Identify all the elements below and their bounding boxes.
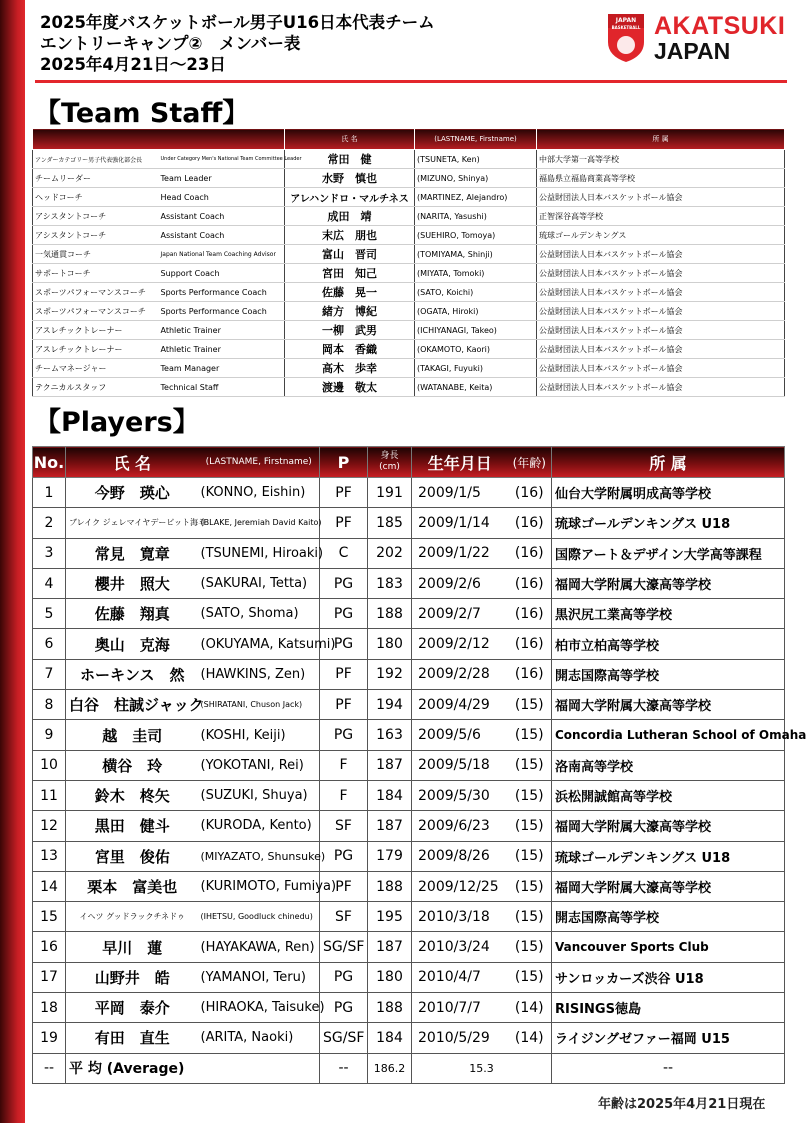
staff-name: 末広 朋也 <box>285 226 415 245</box>
staff-name: 高木 歩幸 <box>285 359 415 378</box>
player-romaji: (KOSHI, Keiji) <box>199 720 320 750</box>
player-position: PF <box>320 659 368 689</box>
staff-role-en: Support Coach <box>159 264 285 283</box>
player-romaji: (SUZUKI, Shuya) <box>199 780 320 810</box>
player-affiliation: 琉球ゴールデンキングス U18 <box>552 508 785 538</box>
player-height: 184 <box>368 780 412 810</box>
akatsuki-japan-logo <box>606 12 788 70</box>
staff-row <box>33 188 785 207</box>
staff-affiliation: 中部大学第一高等学校 <box>537 150 785 169</box>
player-birthdate: 2009/6/23 <box>412 811 508 841</box>
staff-role-jp: アシスタントコーチ <box>33 226 159 245</box>
header-divider <box>35 80 787 83</box>
players-header-romaji: (LASTNAME, Firstname) <box>199 447 320 478</box>
player-name: 宮里 俊佑 <box>66 841 199 871</box>
player-romaji: (SATO, Shoma) <box>199 599 320 629</box>
player-birthdate: 2009/12/25 <box>412 871 508 901</box>
player-birthdate: 2009/2/28 <box>412 659 508 689</box>
player-name: イヘツ グッドラックチネドゥ <box>66 902 199 932</box>
staff-affiliation: 正智深谷高等学校 <box>537 207 785 226</box>
player-number: 7 <box>33 659 66 689</box>
player-name: 鈴木 柊矢 <box>66 780 199 810</box>
player-birthdate: 2010/4/7 <box>412 962 508 992</box>
player-name: ホーキンス 然 <box>66 659 199 689</box>
staff-header-affiliation: 所 属 <box>537 129 785 150</box>
player-age: (15) <box>508 932 552 962</box>
player-age: (16) <box>508 659 552 689</box>
staff-role-jp: テクニカルスタッフ <box>33 378 159 397</box>
player-affiliation: 開志国際高等学校 <box>552 659 785 689</box>
staff-role-en: Under Category Men's National Team Committee Leader <box>159 150 285 169</box>
staff-role-en: Assistant Coach <box>159 207 285 226</box>
player-position: PG <box>320 599 368 629</box>
player-birthdate: 2010/3/24 <box>412 932 508 962</box>
average-height: 186.2 <box>368 1053 412 1083</box>
staff-name: 成田 靖 <box>285 207 415 226</box>
players-header-affiliation: 所 属 <box>552 447 785 478</box>
player-romaji: (SHIRATANI, Chuson Jack) <box>199 690 320 720</box>
staff-role-jp: チームリーダー <box>33 169 159 188</box>
staff-role-jp: アスレチックトレーナー <box>33 321 159 340</box>
staff-role-en: Team Manager <box>159 359 285 378</box>
shield-text-2: BASKETBALL <box>611 25 641 30</box>
staff-header-row <box>33 129 785 150</box>
player-affiliation: 仙台大学附属明成高等学校 <box>552 478 785 508</box>
player-row <box>33 690 785 720</box>
staff-header-role <box>33 129 285 150</box>
player-romaji: (HAWKINS, Zen) <box>199 659 320 689</box>
player-affiliation: サンロッカーズ渋谷 U18 <box>552 962 785 992</box>
staff-row <box>33 150 785 169</box>
player-age: (15) <box>508 871 552 901</box>
player-row <box>33 841 785 871</box>
player-position: F <box>320 750 368 780</box>
player-affiliation: 国際アート＆デザイン大学高等課程 <box>552 538 785 568</box>
player-affiliation: 琉球ゴールデンキングス U18 <box>552 841 785 871</box>
player-affiliation: 福岡大学附属大濠高等学校 <box>552 871 785 901</box>
player-name: 白谷 柱誠ジャック <box>66 690 199 720</box>
staff-name: 渡邊 敬太 <box>285 378 415 397</box>
player-birthdate: 2009/5/18 <box>412 750 508 780</box>
player-height: 180 <box>368 962 412 992</box>
staff-table <box>32 128 785 397</box>
player-romaji: (ARITA, Naoki) <box>199 1023 320 1053</box>
staff-role-jp: サポートコーチ <box>33 264 159 283</box>
player-number: 19 <box>33 1023 66 1053</box>
player-number: 1 <box>33 478 66 508</box>
player-height: 188 <box>368 599 412 629</box>
player-height: 187 <box>368 750 412 780</box>
player-height: 180 <box>368 629 412 659</box>
player-name: 越 圭司 <box>66 720 199 750</box>
staff-romaji: (SATO, Koichi) <box>415 283 537 302</box>
player-affiliation: 浜松開誠館高等学校 <box>552 780 785 810</box>
players-section-title: 【Players】 <box>34 407 200 438</box>
staff-affiliation: 公益財団法人日本バスケットボール協会 <box>537 321 785 340</box>
player-row <box>33 599 785 629</box>
document-header <box>40 12 600 75</box>
player-height: 163 <box>368 720 412 750</box>
player-position: PG <box>320 993 368 1023</box>
player-row <box>33 720 785 750</box>
player-name: ブレイク ジェレマイヤデービット海斗 <box>66 508 199 538</box>
staff-header-name: 氏 名 <box>285 129 415 150</box>
staff-row <box>33 302 785 321</box>
staff-section-title: 【Team Staff】 <box>34 98 250 129</box>
player-age: (15) <box>508 780 552 810</box>
player-age: (15) <box>508 720 552 750</box>
player-row <box>33 811 785 841</box>
player-name: 平岡 泰介 <box>66 993 199 1023</box>
brand-line-2: JAPAN <box>654 38 731 64</box>
player-age: (15) <box>508 750 552 780</box>
staff-affiliation: 公益財団法人日本バスケットボール協会 <box>537 283 785 302</box>
player-number: 13 <box>33 841 66 871</box>
player-height: 184 <box>368 1023 412 1053</box>
staff-role-jp: スポーツパフォーマンスコーチ <box>33 302 159 321</box>
staff-role-en: Japan National Team Coaching Advisor <box>159 245 285 264</box>
player-number: 17 <box>33 962 66 992</box>
players-header-birth: 生年月日 <box>412 447 508 478</box>
player-number: 4 <box>33 568 66 598</box>
average-row <box>33 1053 785 1083</box>
staff-affiliation: 公益財団法人日本バスケットボール協会 <box>537 378 785 397</box>
average-pos: -- <box>320 1053 368 1083</box>
player-birthdate: 2009/2/12 <box>412 629 508 659</box>
staff-romaji: (WATANABE, Keita) <box>415 378 537 397</box>
staff-affiliation: 琉球ゴールデンキングス <box>537 226 785 245</box>
staff-name: 水野 慎也 <box>285 169 415 188</box>
player-height: 188 <box>368 993 412 1023</box>
player-row <box>33 659 785 689</box>
staff-row <box>33 359 785 378</box>
player-position: SG/SF <box>320 1023 368 1053</box>
staff-name: 富山 晋司 <box>285 245 415 264</box>
staff-romaji: (OGATA, Hiroki) <box>415 302 537 321</box>
player-number: 5 <box>33 599 66 629</box>
player-row <box>33 962 785 992</box>
player-number: 9 <box>33 720 66 750</box>
player-number: 15 <box>33 902 66 932</box>
left-accent-bar <box>0 0 25 1123</box>
staff-affiliation: 公益財団法人日本バスケットボール協会 <box>537 188 785 207</box>
player-romaji: (TSUNEMI, Hiroaki) <box>199 538 320 568</box>
player-position: PG <box>320 841 368 871</box>
player-affiliation: RISINGS徳島 <box>552 993 785 1023</box>
player-number: 14 <box>33 871 66 901</box>
player-number: 2 <box>33 508 66 538</box>
staff-row <box>33 207 785 226</box>
player-number: 18 <box>33 993 66 1023</box>
player-affiliation: ライジングゼファー福岡 U15 <box>552 1023 785 1053</box>
player-row <box>33 1023 785 1053</box>
player-name: 櫻井 照大 <box>66 568 199 598</box>
player-birthdate: 2009/5/30 <box>412 780 508 810</box>
player-age: (16) <box>508 538 552 568</box>
players-header-pos: P <box>320 447 368 478</box>
brand-wordmark <box>654 14 785 64</box>
staff-name: 佐藤 晃一 <box>285 283 415 302</box>
player-name: 栗本 富美也 <box>66 871 199 901</box>
player-affiliation: Vancouver Sports Club <box>552 932 785 962</box>
staff-header-romaji: (LASTNAME, Firstname) <box>415 129 537 150</box>
player-row <box>33 993 785 1023</box>
player-position: SG/SF <box>320 932 368 962</box>
player-affiliation: Concordia Lutheran School of Omaha <box>552 720 785 750</box>
player-row <box>33 629 785 659</box>
player-number: 3 <box>33 538 66 568</box>
staff-romaji: (MIYATA, Tomoki) <box>415 264 537 283</box>
player-affiliation: 福岡大学附属大濠高等学校 <box>552 690 785 720</box>
staff-role-en: Team Leader <box>159 169 285 188</box>
player-number: 16 <box>33 932 66 962</box>
staff-romaji: (NARITA, Yasushi) <box>415 207 537 226</box>
player-affiliation: 黒沢尻工業高等学校 <box>552 599 785 629</box>
staff-name: アレハンドロ・マルチネス <box>285 188 415 207</box>
player-height: 187 <box>368 811 412 841</box>
player-height: 202 <box>368 538 412 568</box>
average-age: 15.3 <box>412 1053 552 1083</box>
staff-role-en: Athletic Trainer <box>159 321 285 340</box>
staff-romaji: (TOMIYAMA, Shinji) <box>415 245 537 264</box>
player-age: (16) <box>508 599 552 629</box>
player-name: 佐藤 翔真 <box>66 599 199 629</box>
player-row <box>33 478 785 508</box>
player-height: 188 <box>368 871 412 901</box>
player-position: PG <box>320 962 368 992</box>
player-affiliation: 開志国際高等学校 <box>552 902 785 932</box>
player-height: 195 <box>368 902 412 932</box>
staff-row <box>33 321 785 340</box>
player-height: 185 <box>368 508 412 538</box>
staff-role-en: Head Coach <box>159 188 285 207</box>
player-row <box>33 871 785 901</box>
player-height: 192 <box>368 659 412 689</box>
player-age: (15) <box>508 962 552 992</box>
staff-row <box>33 169 785 188</box>
staff-romaji: (TSUNETA, Ken) <box>415 150 537 169</box>
staff-role-en: Sports Performance Coach <box>159 283 285 302</box>
staff-row <box>33 264 785 283</box>
player-birthdate: 2009/8/26 <box>412 841 508 871</box>
player-birthdate: 2009/4/29 <box>412 690 508 720</box>
player-age: (15) <box>508 902 552 932</box>
player-row <box>33 780 785 810</box>
player-row <box>33 750 785 780</box>
header-title: 2025年度バスケットボール男子U16日本代表チーム <box>40 13 435 32</box>
player-birthdate: 2009/1/22 <box>412 538 508 568</box>
players-header-name: 氏 名 <box>66 447 199 478</box>
staff-role-jp: ヘッドコーチ <box>33 188 159 207</box>
staff-row <box>33 378 785 397</box>
player-birthdate: 2009/1/14 <box>412 508 508 538</box>
player-height: 183 <box>368 568 412 598</box>
staff-name: 一柳 武男 <box>285 321 415 340</box>
staff-name: 宮田 知己 <box>285 264 415 283</box>
players-table <box>32 446 806 1084</box>
player-number: 6 <box>33 629 66 659</box>
player-position: PG <box>320 568 368 598</box>
player-number: 11 <box>33 780 66 810</box>
player-romaji: (IHETSU, Goodluck chinedu) <box>199 902 320 932</box>
player-age: (15) <box>508 690 552 720</box>
brand-line-1: AKATSUKI <box>654 12 786 40</box>
player-romaji: (MIYAZATO, Shunsuke) <box>199 841 320 871</box>
player-age: (16) <box>508 629 552 659</box>
player-age: (15) <box>508 841 552 871</box>
player-affiliation: 洛南高等学校 <box>552 750 785 780</box>
staff-affiliation: 福島県立福島商業高等学校 <box>537 169 785 188</box>
staff-role-jp: スポーツパフォーマンスコーチ <box>33 283 159 302</box>
player-position: C <box>320 538 368 568</box>
shield-text <box>606 17 646 31</box>
player-birthdate: 2010/7/7 <box>412 993 508 1023</box>
staff-romaji: (ICHIYANAGI, Takeo) <box>415 321 537 340</box>
player-height: 191 <box>368 478 412 508</box>
player-height: 194 <box>368 690 412 720</box>
staff-name: 緒方 博紀 <box>285 302 415 321</box>
player-age: (16) <box>508 568 552 598</box>
players-header-row <box>33 447 785 478</box>
player-birthdate: 2010/5/29 <box>412 1023 508 1053</box>
staff-role-en: Athletic Trainer <box>159 340 285 359</box>
player-romaji: (KURODA, Kento) <box>199 811 320 841</box>
player-position: PF <box>320 690 368 720</box>
player-romaji: (YOKOTANI, Rei) <box>199 750 320 780</box>
player-birthdate: 2009/1/5 <box>412 478 508 508</box>
staff-name: 常田 健 <box>285 150 415 169</box>
staff-name: 岡本 香織 <box>285 340 415 359</box>
player-name: 有田 直生 <box>66 1023 199 1053</box>
player-number: 12 <box>33 811 66 841</box>
staff-row <box>33 283 785 302</box>
staff-role-jp: アスレチックトレーナー <box>33 340 159 359</box>
shield-text-1: JAPAN <box>615 17 637 24</box>
player-age: (16) <box>508 478 552 508</box>
staff-role-en: Assistant Coach <box>159 226 285 245</box>
staff-row <box>33 226 785 245</box>
player-position: SF <box>320 902 368 932</box>
player-name: 早川 蓮 <box>66 932 199 962</box>
player-romaji: (KONNO, Eishin) <box>199 478 320 508</box>
player-romaji: (KURIMOTO, Fumiya) <box>199 871 320 901</box>
staff-romaji: (MIZUNO, Shinya) <box>415 169 537 188</box>
player-row <box>33 902 785 932</box>
player-romaji: (BLAKE, Jeremiah David Kaito) <box>199 508 320 538</box>
staff-role-jp: アンダーカテゴリー男子代表強化部会長 <box>33 150 159 169</box>
player-birthdate: 2009/2/7 <box>412 599 508 629</box>
player-position: F <box>320 780 368 810</box>
player-name: 今野 瑛心 <box>66 478 199 508</box>
player-name: 常見 寛章 <box>66 538 199 568</box>
player-position: PG <box>320 720 368 750</box>
player-affiliation: 福岡大学附属大濠高等学校 <box>552 811 785 841</box>
players-header-age: (年齢) <box>508 447 552 478</box>
average-school: -- <box>552 1053 785 1083</box>
staff-row <box>33 340 785 359</box>
players-header-no: No. <box>33 447 66 478</box>
player-number: 8 <box>33 690 66 720</box>
staff-role-jp: チームマネージャー <box>33 359 159 378</box>
player-name: 奥山 克海 <box>66 629 199 659</box>
player-birthdate: 2010/3/18 <box>412 902 508 932</box>
staff-romaji: (SUEHIRO, Tomoya) <box>415 226 537 245</box>
player-age: (14) <box>508 1023 552 1053</box>
header-date: 2025年4月21日～23日 <box>40 55 226 74</box>
player-romaji: (OKUYAMA, Katsumi) <box>199 629 320 659</box>
staff-romaji: (MARTINEZ, Alejandro) <box>415 188 537 207</box>
player-affiliation: 福岡大学附属大濠高等学校 <box>552 568 785 598</box>
player-height: 187 <box>368 932 412 962</box>
staff-role-en: Sports Performance Coach <box>159 302 285 321</box>
player-position: PG <box>320 629 368 659</box>
player-height: 179 <box>368 841 412 871</box>
staff-role-jp: アシスタントコーチ <box>33 207 159 226</box>
player-position: SF <box>320 811 368 841</box>
staff-role-en: Technical Staff <box>159 378 285 397</box>
player-birthdate: 2009/5/6 <box>412 720 508 750</box>
player-row <box>33 508 785 538</box>
player-name: 黒田 健斗 <box>66 811 199 841</box>
player-row <box>33 538 785 568</box>
player-romaji: (HAYAKAWA, Ren) <box>199 932 320 962</box>
player-row <box>33 568 785 598</box>
player-age: (16) <box>508 508 552 538</box>
player-age: (15) <box>508 811 552 841</box>
staff-role-jp: 一気通貫コーチ <box>33 245 159 264</box>
staff-romaji: (TAKAGI, Fuyuki) <box>415 359 537 378</box>
player-position: PF <box>320 478 368 508</box>
staff-affiliation: 公益財団法人日本バスケットボール協会 <box>537 264 785 283</box>
player-name: 山野井 皓 <box>66 962 199 992</box>
player-romaji: (YAMANOI, Teru) <box>199 962 320 992</box>
player-row <box>33 932 785 962</box>
staff-affiliation: 公益財団法人日本バスケットボール協会 <box>537 359 785 378</box>
player-name: 横谷 玲 <box>66 750 199 780</box>
average-label: 平 均 (Average) <box>66 1053 320 1083</box>
staff-row <box>33 245 785 264</box>
player-number: 10 <box>33 750 66 780</box>
staff-affiliation: 公益財団法人日本バスケットボール協会 <box>537 302 785 321</box>
player-birthdate: 2009/2/6 <box>412 568 508 598</box>
player-romaji: (HIRAOKA, Taisuke) <box>199 993 320 1023</box>
player-position: PF <box>320 508 368 538</box>
player-age: (14) <box>508 993 552 1023</box>
player-romaji: (SAKURAI, Tetta) <box>199 568 320 598</box>
average-no: -- <box>33 1053 66 1083</box>
staff-affiliation: 公益財団法人日本バスケットボール協会 <box>537 340 785 359</box>
staff-affiliation: 公益財団法人日本バスケットボール協会 <box>537 245 785 264</box>
staff-romaji: (OKAMOTO, Kaori) <box>415 340 537 359</box>
player-position: PF <box>320 871 368 901</box>
footer-note: 年齢は2025年4月21日現在 <box>598 1097 766 1112</box>
player-affiliation: 柏市立柏高等学校 <box>552 629 785 659</box>
header-subtitle: エントリーキャンプ② メンバー表 <box>40 34 301 53</box>
players-header-height: 身長 (cm) <box>368 447 412 478</box>
